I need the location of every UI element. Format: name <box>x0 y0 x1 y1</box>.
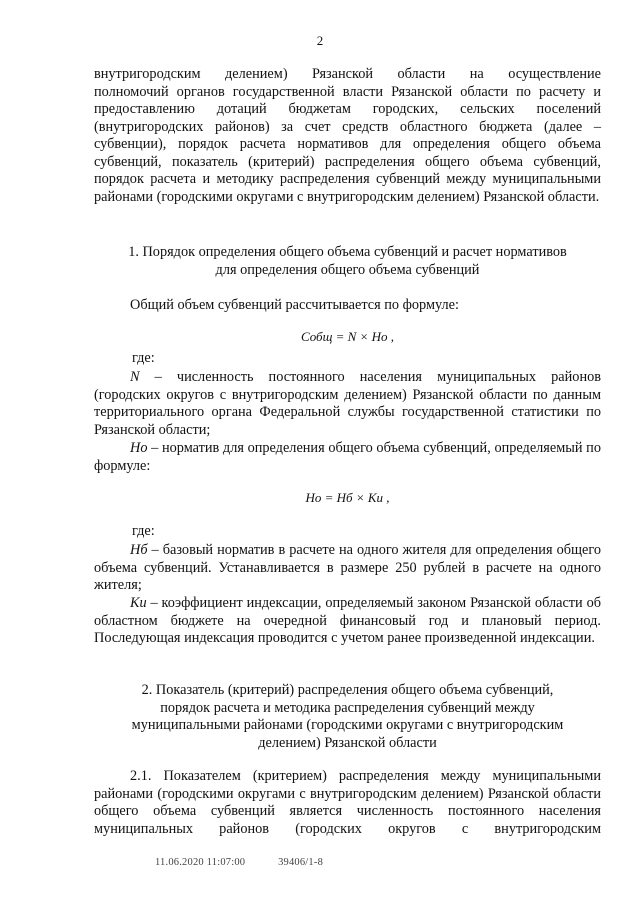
formula-1: Собщ = N × Но , <box>300 329 395 344</box>
n-definition <box>94 369 601 439</box>
ki-symbol: Ки <box>130 595 147 611</box>
section2-heading-line3: муниципальными районами (городскими округами с внутригородским <box>131 717 564 733</box>
section1-heading <box>94 244 601 279</box>
hb-definition <box>94 542 601 595</box>
footer-timestamp: 11.06.2020 11:07:00 <box>155 857 246 868</box>
page-number: 2 <box>316 33 324 48</box>
formula-2: Но = Нб × Ки , <box>305 490 390 505</box>
section1-heading-line1: 1. Порядок определения общего объема субвенций и расчет нормативов <box>128 244 567 260</box>
section2-heading-line2: порядок расчета и методика распределения субвенций между <box>160 699 535 716</box>
paragraph-2-1-text: 2.1. Показателем (критерием) распределения между муниципальными районами (городскими округами с внутригородским делением) Рязанской области общего объема субвенций является численность постоянного населения муниципальных районов (городских округов с внутригородским <box>94 768 601 837</box>
where-label-1: где: <box>132 350 155 366</box>
ho-symbol: Но <box>130 440 148 456</box>
document-footer <box>155 857 353 868</box>
ho-definition <box>94 440 601 475</box>
formula-intro: Общий объем субвенций рассчитывается по формуле: <box>130 297 459 313</box>
intro-line-1: внутригородским делением) Рязанской области на осуществление <box>94 66 601 82</box>
section1-heading-line2: для определения общего объема субвенций <box>215 261 480 278</box>
ho-description: – норматив для определения общего объема субвенций, определяемый по формуле: <box>94 440 601 474</box>
intro-rest: полномочий органов государственной власти Рязанской области по расчету и предоставлению дотаций бюджетам городских, сельских поселений (внутригородских районов) за счет средств областного бюджета (далее – субвенции), порядок расчета нормативов для определения общего объема субвенций, показатель (критерий) распределения общего объема субвенций, порядок расчета и методику распределения субвенций между муниципальными районами (городскими округами с внутригородским делением) Рязанской области. <box>94 83 601 205</box>
ki-definition <box>94 595 601 648</box>
where-label-2-block <box>94 523 601 541</box>
section2-heading <box>94 682 601 752</box>
section2-heading-line4: делением) Рязанской области <box>258 734 437 751</box>
hb-description: – базовый норматив в расчете на одного жителя для определения общего объема субвенций. Устанавливается в размере 250 рублей в расчете на одного жителя; <box>94 542 601 593</box>
ki-description: – коэффициент индексации, определяемый законом Рязанской области об областном бюджете на очередной финансовый год и плановый период. Последующая индексация проводится с учетом ранее произведенной индексации. <box>94 595 601 646</box>
paragraph-2-1 <box>94 768 601 838</box>
where-label-2: где: <box>132 523 155 539</box>
where-label-1-block <box>94 350 601 368</box>
footer-doc-id: 39406/1-8 <box>278 857 324 868</box>
formula-intro-block <box>94 297 601 315</box>
intro-paragraph <box>94 66 601 206</box>
section2-heading-line1: 2. Показатель (критерий) распределения общего объема субвенций, <box>141 682 554 698</box>
hb-symbol: Нб <box>130 542 148 558</box>
n-description: – численность постоянного населения муниципальных районов (городских округов с внутригородским делением) Рязанской области по данным территориального органа Федеральной службы государственной статистики по Рязанской области; <box>94 369 601 438</box>
n-symbol: N <box>130 369 140 385</box>
